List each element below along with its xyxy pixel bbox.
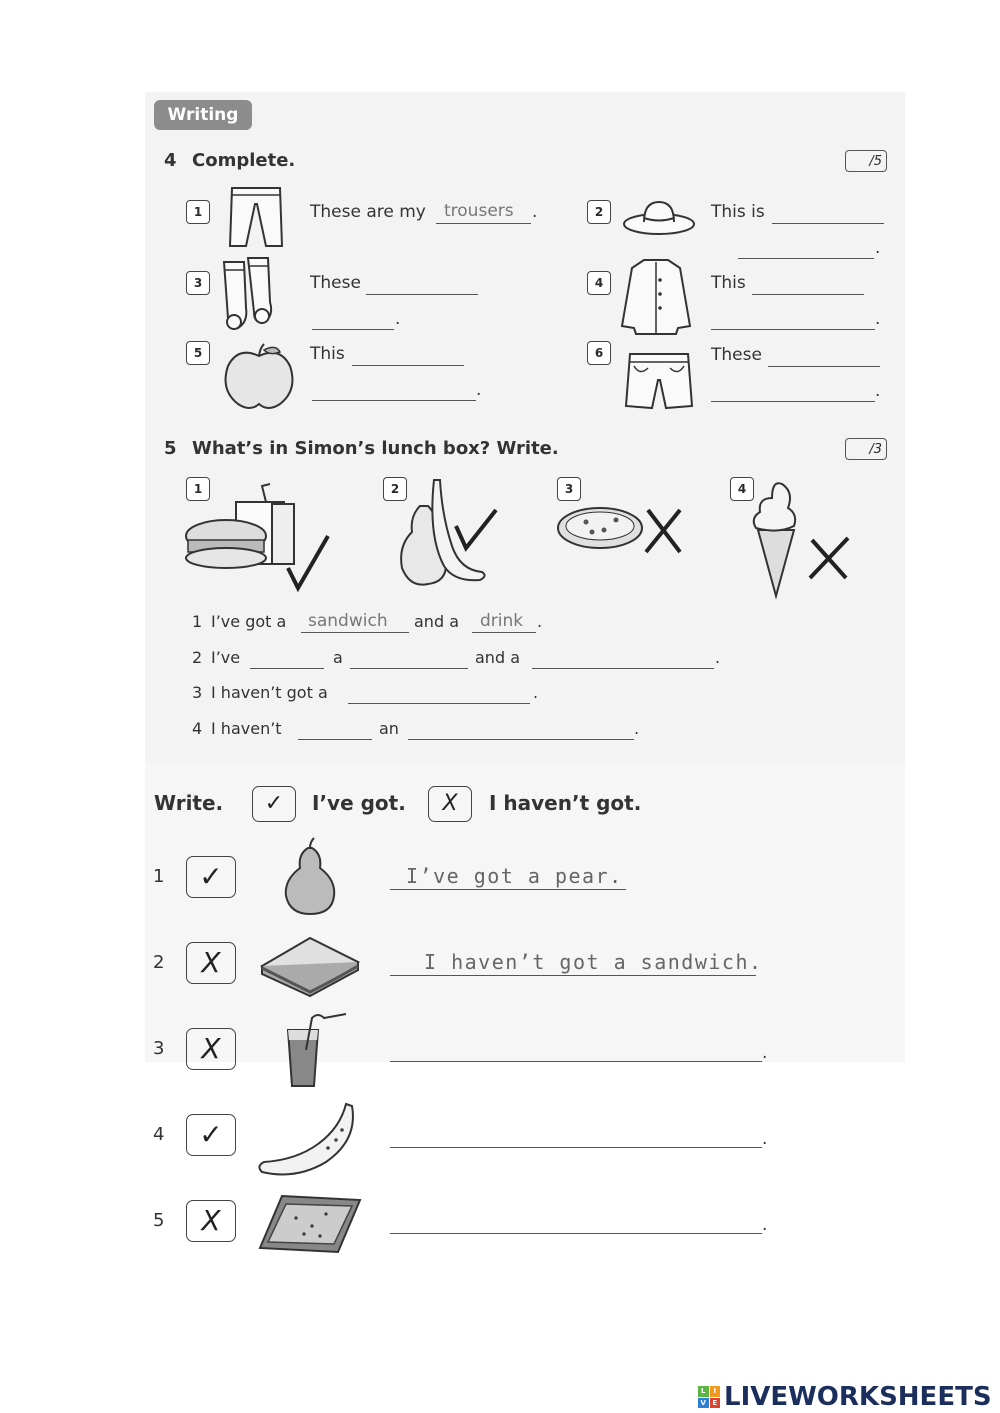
ex5-s1-answer-2: drink (480, 611, 524, 631)
trousers-icon (224, 186, 288, 248)
ex5-s3-blank[interactable] (348, 703, 530, 704)
ex6-row-3-end: . (762, 1043, 768, 1063)
ex5-s4-blank-1[interactable] (298, 739, 372, 740)
logo-icon-e: E (710, 1398, 721, 1409)
ex4-title: Complete. (192, 150, 296, 171)
ex4-item-2-text: This is (711, 202, 765, 222)
ex6-row-4-mark: ✓ (186, 1114, 236, 1156)
ex6-row-1-number: 1 (153, 866, 165, 887)
ex4-item-3-end: . (395, 309, 401, 329)
ex6-row-1-line[interactable] (390, 889, 626, 890)
ex5-s2-c: and a (475, 648, 520, 667)
ex4-item-2-number: 2 (587, 200, 611, 224)
coat-icon (618, 256, 694, 338)
ex6-row-4-number: 4 (153, 1124, 165, 1145)
ex5-s2-blank-1[interactable] (250, 668, 324, 669)
ex5-s1-end: . (537, 612, 543, 631)
banana-icon (256, 1100, 358, 1180)
ex6-row-3-mark: X (186, 1028, 236, 1070)
pizza-icon (556, 500, 686, 560)
legend-cross-box: X (428, 786, 472, 822)
apple-icon (220, 344, 300, 410)
ex5-s2-blank-2[interactable] (350, 668, 468, 669)
legend-no-text: I haven’t got. (489, 791, 642, 815)
ex4-item-4-number: 4 (587, 271, 611, 295)
shorts-icon (624, 352, 694, 412)
ex4-item-4-blank-a[interactable] (752, 294, 864, 295)
sandwich-drink-icon (186, 484, 332, 594)
ex5-s1-number: 1 (192, 612, 203, 631)
ex5-s2-a: I’ve (211, 648, 241, 667)
ex4-item-2-blank-a[interactable] (772, 223, 884, 224)
ex5-s2-b: a (333, 648, 343, 667)
logo-icon-i: I (710, 1386, 721, 1397)
ex4-item-5-end: . (476, 380, 482, 400)
ex5-s1-blank-1[interactable] (301, 632, 409, 633)
ex6-title: Write. (154, 791, 224, 815)
juice-glass-icon (284, 1010, 354, 1090)
sandwich-icon (258, 934, 362, 996)
ex5-number: 5 (164, 438, 177, 459)
ex4-item-6-blank-b[interactable] (711, 401, 875, 402)
ex5-s4-end: . (634, 719, 640, 738)
ex5-pic-3-number: 3 (557, 477, 581, 501)
ex4-item-5-text: This (310, 344, 345, 364)
ex4-item-3-blank-b[interactable] (312, 329, 394, 330)
pear-banana-icon (396, 476, 500, 586)
ex4-item-1-number: 1 (186, 200, 210, 224)
ex5-pic-2-number: 2 (383, 477, 407, 501)
ex6-row-2-answer: I haven’t got a sandwich. (424, 950, 763, 974)
ex4-item-2-end: . (875, 238, 881, 258)
brand-name: LIVEWORKSHEETS (724, 1382, 992, 1412)
logo-icon-l: L (698, 1386, 709, 1397)
section-label: Writing (154, 100, 252, 130)
ex6-row-1-answer: I’ve got a pear. (406, 864, 623, 888)
pear-icon (280, 838, 340, 916)
ex6-row-5-mark: X (186, 1200, 236, 1242)
ex5-s1-blank-2[interactable] (472, 632, 536, 633)
ex4-item-3-blank-a[interactable] (366, 294, 478, 295)
ex4-item-1-answer: trousers (444, 201, 514, 221)
ex4-item-1-blank[interactable] (436, 223, 531, 224)
ex4-item-4-end: . (875, 309, 881, 329)
socks-icon (220, 256, 290, 334)
ex4-item-6-number: 6 (587, 341, 611, 365)
legend-check-box: ✓ (252, 786, 296, 822)
ex4-score: /5 (845, 150, 887, 172)
ex5-s4-number: 4 (192, 719, 203, 738)
ex5-s3-a: I haven’t got a (211, 683, 328, 702)
ex6-row-1-mark: ✓ (186, 856, 236, 898)
pizza-slice-icon (256, 1192, 364, 1256)
ex4-item-5-blank-b[interactable] (312, 400, 476, 401)
ex5-pic-1-number: 1 (186, 477, 210, 501)
ex4-item-3-number: 3 (186, 271, 210, 295)
ex5-score: /3 (845, 438, 887, 460)
ex5-s4-blank-2[interactable] (408, 739, 634, 740)
ex4-item-3-text: These (310, 273, 361, 293)
ex4-item-6-end: . (875, 381, 881, 401)
ex5-s1-answer-1: sandwich (308, 611, 388, 631)
ex6-row-2-line[interactable] (390, 975, 756, 976)
ex5-s4-b: an (379, 719, 399, 738)
ice-cream-icon (748, 478, 858, 602)
ex4-item-6-text: These (711, 345, 762, 365)
hat-icon (622, 198, 696, 238)
legend-yes-text: I’ve got. (312, 791, 406, 815)
ex4-item-4-text: This (711, 273, 746, 293)
ex6-row-3-line[interactable] (390, 1061, 762, 1062)
ex6-row-5-number: 5 (153, 1210, 165, 1231)
ex5-s1-a: I’ve got a (211, 612, 287, 631)
ex4-item-5-number: 5 (186, 341, 210, 365)
ex6-row-4-line[interactable] (390, 1147, 762, 1148)
ex5-title: What’s in Simon’s lunch box? Write. (192, 438, 559, 459)
ex4-item-1-text: These are my (310, 202, 426, 222)
ex5-s3-end: . (533, 683, 539, 702)
ex4-item-5-blank-a[interactable] (352, 365, 464, 366)
ex4-number: 4 (164, 150, 177, 171)
ex6-row-2-mark: X (186, 942, 236, 984)
ex4-item-1-end: . (532, 202, 538, 222)
ex5-s1-b: and a (414, 612, 459, 631)
ex5-s4-a: I haven’t (211, 719, 282, 738)
logo-icon (698, 1386, 720, 1408)
ex6-row-4-end: . (762, 1129, 768, 1149)
ex6-row-5-end: . (762, 1215, 768, 1235)
ex6-row-3-number: 3 (153, 1038, 165, 1059)
ex4-item-6-blank-a[interactable] (768, 366, 880, 367)
ex6-row-5-line[interactable] (390, 1233, 762, 1234)
logo-icon-v: V (698, 1398, 709, 1409)
ex4-item-2-blank-b[interactable] (738, 258, 874, 259)
ex4-item-4-blank-b[interactable] (711, 329, 875, 330)
ex5-s3-number: 3 (192, 683, 203, 702)
ex6-row-2-number: 2 (153, 952, 165, 973)
footer-logo[interactable] (698, 1382, 992, 1412)
ex5-s2-number: 2 (192, 648, 203, 667)
ex5-s2-blank-3[interactable] (532, 668, 714, 669)
ex5-pic-4-number: 4 (730, 477, 754, 501)
ex5-s2-end: . (715, 648, 721, 667)
